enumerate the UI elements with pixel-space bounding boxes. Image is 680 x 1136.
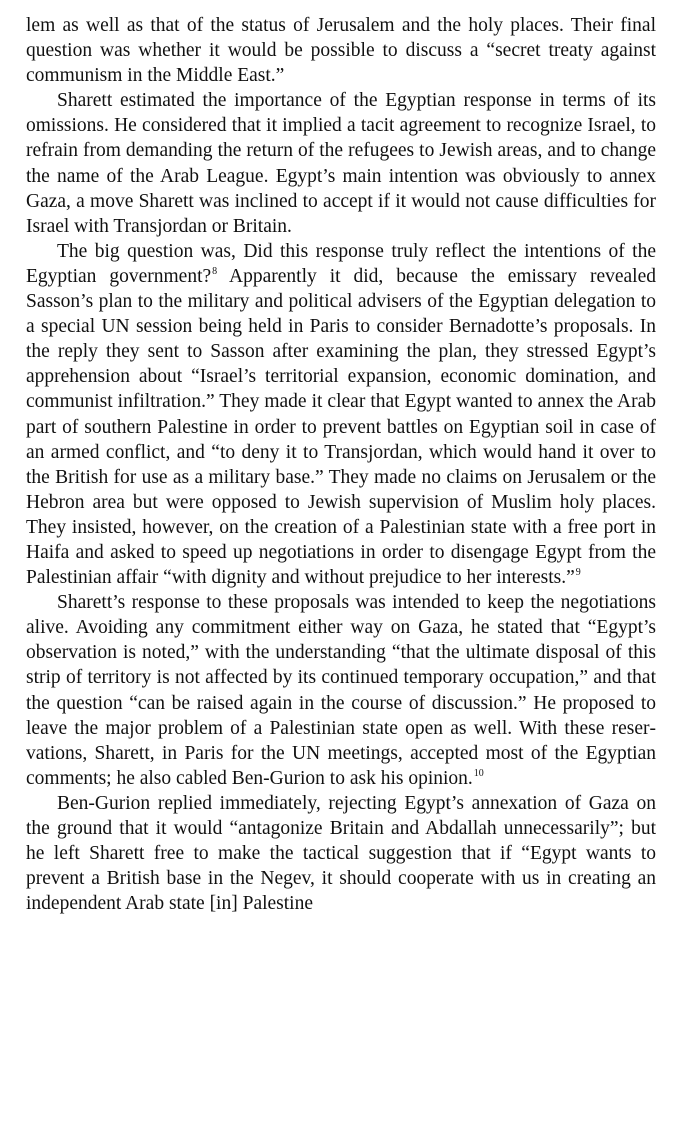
footnote-marker: 9 [575, 567, 581, 579]
paragraph-text: Ben-Gurion replied immediately, rejecting Egypt’s annexation of Gaza on the ground that it would “antagonize Britain and Abdallah unnecessarily”; but he left Sharett free to make the tactical suggestion that if “Egypt wants to prevent a British base in the Negev, it should cooperate with us in creating an independent Arab state [in] Palestine [26, 792, 656, 915]
paragraph-text: Sharett’s response to these proposals was intended to keep the negotiations alive. Avoiding any commitment either way on Gaza, he stated that “Egypt’s observation is noted,” with the understanding “that the ultimate disposal of this strip of territory is not affected by its continued temporary occupation,” and that the question “can be raised again in the course of discussion.” He proposed to leave the major problem of a Palestinian state open as well. With these reservations, Sharett, in Paris for the UN meetings, accepted most of the Egyptian comments; he also cabled Ben-Gurion to ask his opinion. [26, 592, 656, 789]
paragraph-text: The big question was, Did this response truly reflect the intentions of the Egyptian government? [26, 240, 656, 287]
paragraph-2 [26, 88, 656, 239]
footnote-marker: 8 [212, 265, 218, 277]
footnote-marker: 10 [473, 767, 484, 779]
paragraph-text: lem as well as that of the status of Jerusalem and the holy places. Their final question was whether it would be possible to discuss a “secret treaty against communism in the Middle East.” [26, 15, 656, 87]
paragraph-4 [26, 590, 656, 791]
book-page [26, 13, 656, 916]
paragraph-5 [26, 791, 656, 916]
paragraph-text: Apparently it did, because the emissary revealed Sasson’s plan to the military and political advisers of the Egyptian delegation to a special UN session being held in Paris to consider Bernadotte’s proposals. In the reply they sent to Sasson after examining the plan, they stressed Egypt’s apprehension about “Israel’s territorial expansion, economic domination, and communist infiltration.” They made it clear that Egypt wanted to annex the Arab part of southern Palestine in order to prevent battles on Egyptian soil in case of an armed conflict, and “to deny it to Transjordan, which would hand it over to the British for use as a military base.” They made no claims on Jerusalem or the Hebron area but were opposed to Jewish supervision of Muslim holy places. They insisted, however, on the creation of a Palestinian state with a free port in Haifa and asked to speed up negotiations in order to disengage Egypt from the Palestinian affair “with dignity and without prejudice to her interests.” [26, 265, 656, 589]
paragraph-3 [26, 239, 656, 590]
paragraph-text: Sharett estimated the importance of the Egyptian response in terms of its omissions. He considered that it implied a tacit agreement to recognize Israel, to refrain from demanding the return of the refugees to Jewish areas, and to change the name of the Arab League. Egypt’s main intention was obviously to annex Gaza, a move Sharett was inclined to accept if it would not cause difficulties for Israel with Transjordan or Britain. [26, 90, 656, 237]
paragraph-1 [26, 13, 656, 88]
